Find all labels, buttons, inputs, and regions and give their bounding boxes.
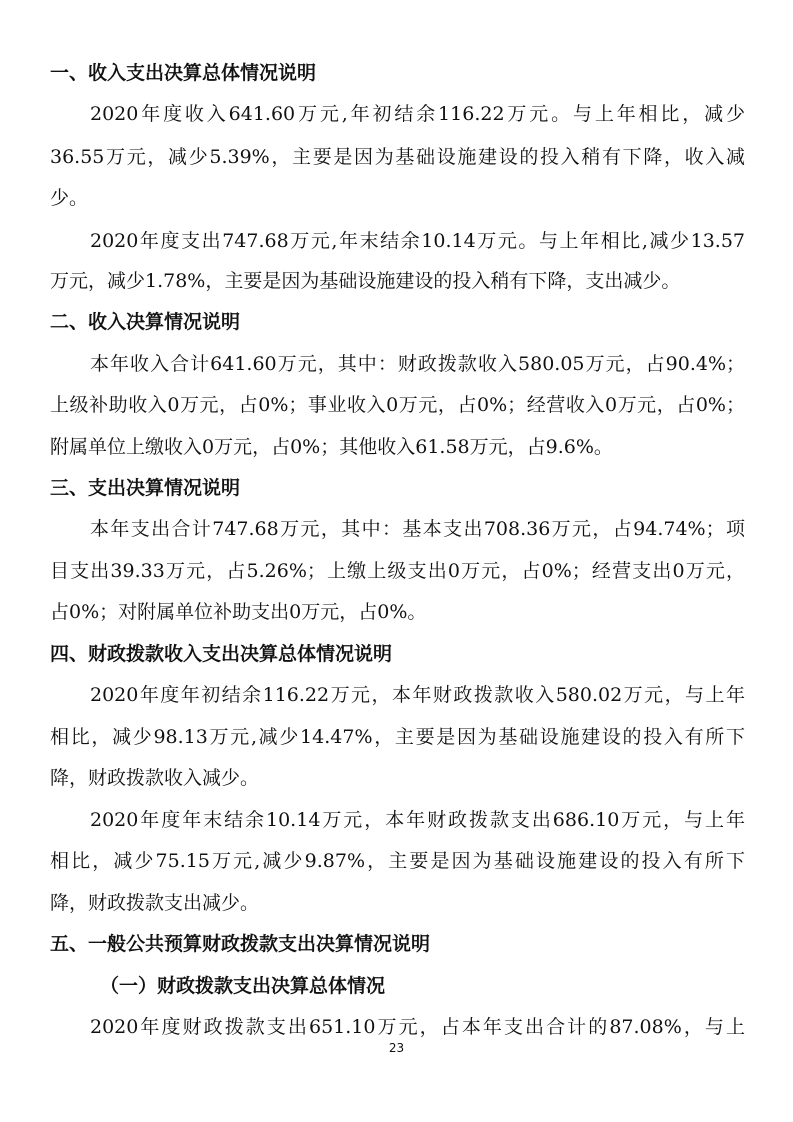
section-3-para-1-line-1: 本年支出合计747.68万元，其中：基本支出708.36万元，占94.74%；项 (90, 518, 745, 540)
section-1-para-1-line-3: 少。 (50, 187, 89, 209)
section-5-heading: 五、一般公共预算财政拨款支出决算情况说明 (50, 933, 431, 955)
section-1-para-1-line-1: 2020年度收入641.60万元,年初结余116.22万元。与上年相比，减少 (90, 103, 745, 125)
section-4-para-2-line-3: 降，财政拨款支出减少。 (50, 892, 260, 914)
section-2-para-1-line-1: 本年收入合计641.60万元，其中：财政拨款收入580.05万元，占90.4%； (90, 353, 745, 375)
section-4-para-2-line-1: 2020年度年末结余10.14万元，本年财政拨款支出686.10万元，与上年 (90, 809, 745, 831)
section-3-para-1-line-3: 占0%；对附属单位补助支出0万元，占0%。 (50, 601, 427, 623)
section-4-para-2-line-2: 相比，减少75.15万元,减少9.87%，主要是因为基础设施建设的投入有所下 (50, 850, 745, 872)
section-2-para-1-line-3: 附属单位上缴收入0万元，占0%；其他收入61.58万元，占9.6%。 (50, 436, 613, 458)
page-number: 23 (388, 1041, 405, 1055)
section-2-heading: 二、收入决算情况说明 (50, 311, 241, 333)
section-3-para-1-line-2: 目支出39.33万元，占5.26%；上缴上级支出0万元，占0%；经营支出0万元， (50, 560, 745, 582)
section-1-para-1-line-2: 36.55万元，减少5.39%，主要是因为基础设施建设的投入稍有下降，收入减 (50, 146, 745, 168)
section-1-heading: 一、收入支出决算总体情况说明 (50, 62, 317, 84)
section-1-para-2-line-1: 2020年度支出747.68万元,年末结余10.14万元。与上年相比,减少13.57 (90, 230, 745, 252)
section-5-subheading: （一）财政拨款支出决算总体情况 (100, 975, 386, 997)
section-2-para-1-line-2: 上级补助收入0万元，占0%；事业收入0万元，占0%；经营收入0万元，占0%； (50, 394, 745, 416)
section-4-heading: 四、财政拨款收入支出决算总体情况说明 (50, 643, 393, 665)
section-3-heading: 三、支出决算情况说明 (50, 477, 241, 499)
section-4-para-1-line-2: 相比，减少98.13万元,减少14.47%，主要是因为基础设施建设的投入有所下 (50, 726, 745, 748)
section-1-para-2-line-2: 万元，减少1.78%，主要是因为基础设施建设的投入稍有下降，支出减少。 (50, 270, 681, 292)
section-5-para-1-line-1: 2020年度财政拨款支出651.10万元，占本年支出合计的87.08%，与上 (90, 1016, 745, 1038)
section-4-para-1-line-3: 降，财政拨款收入减少。 (50, 767, 260, 789)
section-4-para-1-line-1: 2020年度年初结余116.22万元，本年财政拨款收入580.02万元，与上年 (90, 684, 745, 706)
